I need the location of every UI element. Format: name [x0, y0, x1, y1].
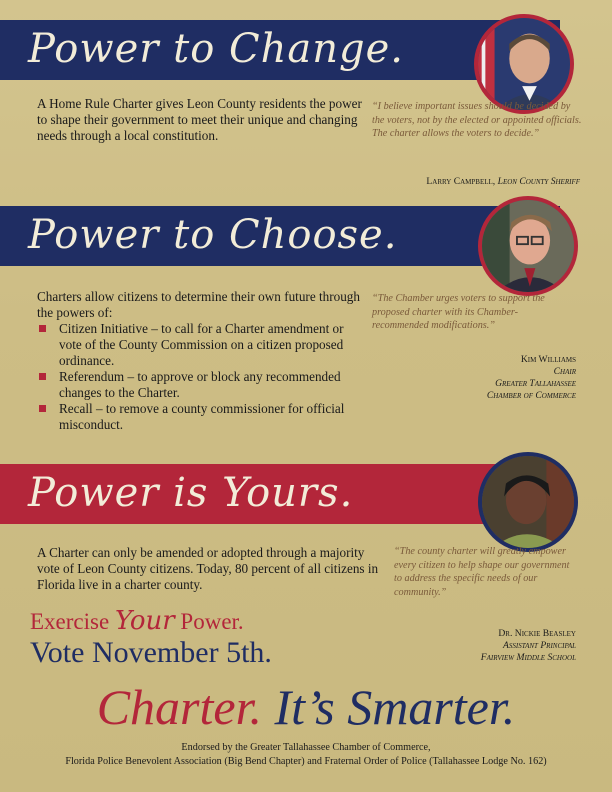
- powers-list: [37, 321, 367, 433]
- section1-attribution: [330, 176, 580, 188]
- bullet-square-icon: [39, 405, 46, 412]
- attribution-title: Leon County Sheriff: [497, 176, 580, 187]
- section2-body: [37, 289, 367, 433]
- section1-body: A Home Rule Charter gives Leon County residents the power to shape their government to meet their unique and changing needs through a local constitution.: [37, 96, 362, 143]
- slogan-charter: Charter.: [96, 679, 263, 735]
- section1-quote: “I believe important issues should be decided by the voters, not by the elected or appointed officials. The charter allows the voters to decide.”: [372, 101, 582, 139]
- section2-quote: “The Chamber urges voters to support the proposed charter with its Chamber-recommended modifications.”: [372, 293, 545, 331]
- exercise-your-power: Exercise Your Power.: [30, 606, 244, 636]
- slogan-smarter: It’s Smarter.: [262, 679, 516, 735]
- endorsement: Endorsed by the Greater Tallahassee Chamber of Commerce, Florida Police Benevolent Association (Big Bend Chapter) and Fraternal Order of Police (Tallahassee Lodge No. 162): [65, 742, 547, 767]
- attribution-title: Fairview Middle School: [480, 652, 576, 663]
- slogan: [0, 678, 612, 736]
- list-item: Recall – to remove a county commissioner for official misconduct.: [37, 401, 367, 433]
- section2-intro: Charters allow citizens to determine their own future through the powers of:: [37, 289, 360, 320]
- section3-body: A Charter can only be amended or adopted through a majority vote of Leon County citizens. Today, 80 percent of all citizens in Florida live in a charter county.: [37, 545, 379, 592]
- headline-power-is-yours: Power is Yours.: [28, 470, 354, 516]
- photo-nickie-beasley: [478, 452, 578, 552]
- bullet-square-icon: [39, 373, 46, 380]
- attribution-title: Assistant Principal: [503, 640, 576, 651]
- headline-power-to-change: Power to Change.: [28, 26, 404, 72]
- your-script-word: Your: [114, 606, 175, 636]
- attribution-name: Dr. Nickie Beasley: [498, 628, 576, 639]
- attribution-name: Larry Campbell,: [426, 176, 496, 187]
- attribution-name: Kim Williams: [520, 354, 576, 365]
- section2-attribution: [330, 354, 576, 402]
- list-item: Referendum – to approve or block any recommended changes to the Charter.: [37, 369, 367, 401]
- photo-kim-williams: [478, 196, 578, 296]
- section3-attribution: [380, 628, 576, 664]
- attribution-title: Chair: [553, 366, 576, 377]
- attribution-title: Chamber of Commerce: [486, 390, 576, 401]
- vote-date: Vote November 5th.: [30, 636, 272, 669]
- attribution-title: Greater Tallahassee: [495, 378, 576, 389]
- list-item: Citizen Initiative – to call for a Charter amendment or vote of the County Commission on a citizen proposed ordinance.: [37, 321, 367, 369]
- headline-power-to-choose: Power to Choose.: [28, 212, 398, 258]
- section3-quote: “The county charter will greatly empower every citizen to help shape our government to address the specific needs of our community.”: [394, 546, 570, 598]
- photo-larry-campbell: [474, 14, 574, 114]
- bullet-square-icon: [39, 325, 46, 332]
